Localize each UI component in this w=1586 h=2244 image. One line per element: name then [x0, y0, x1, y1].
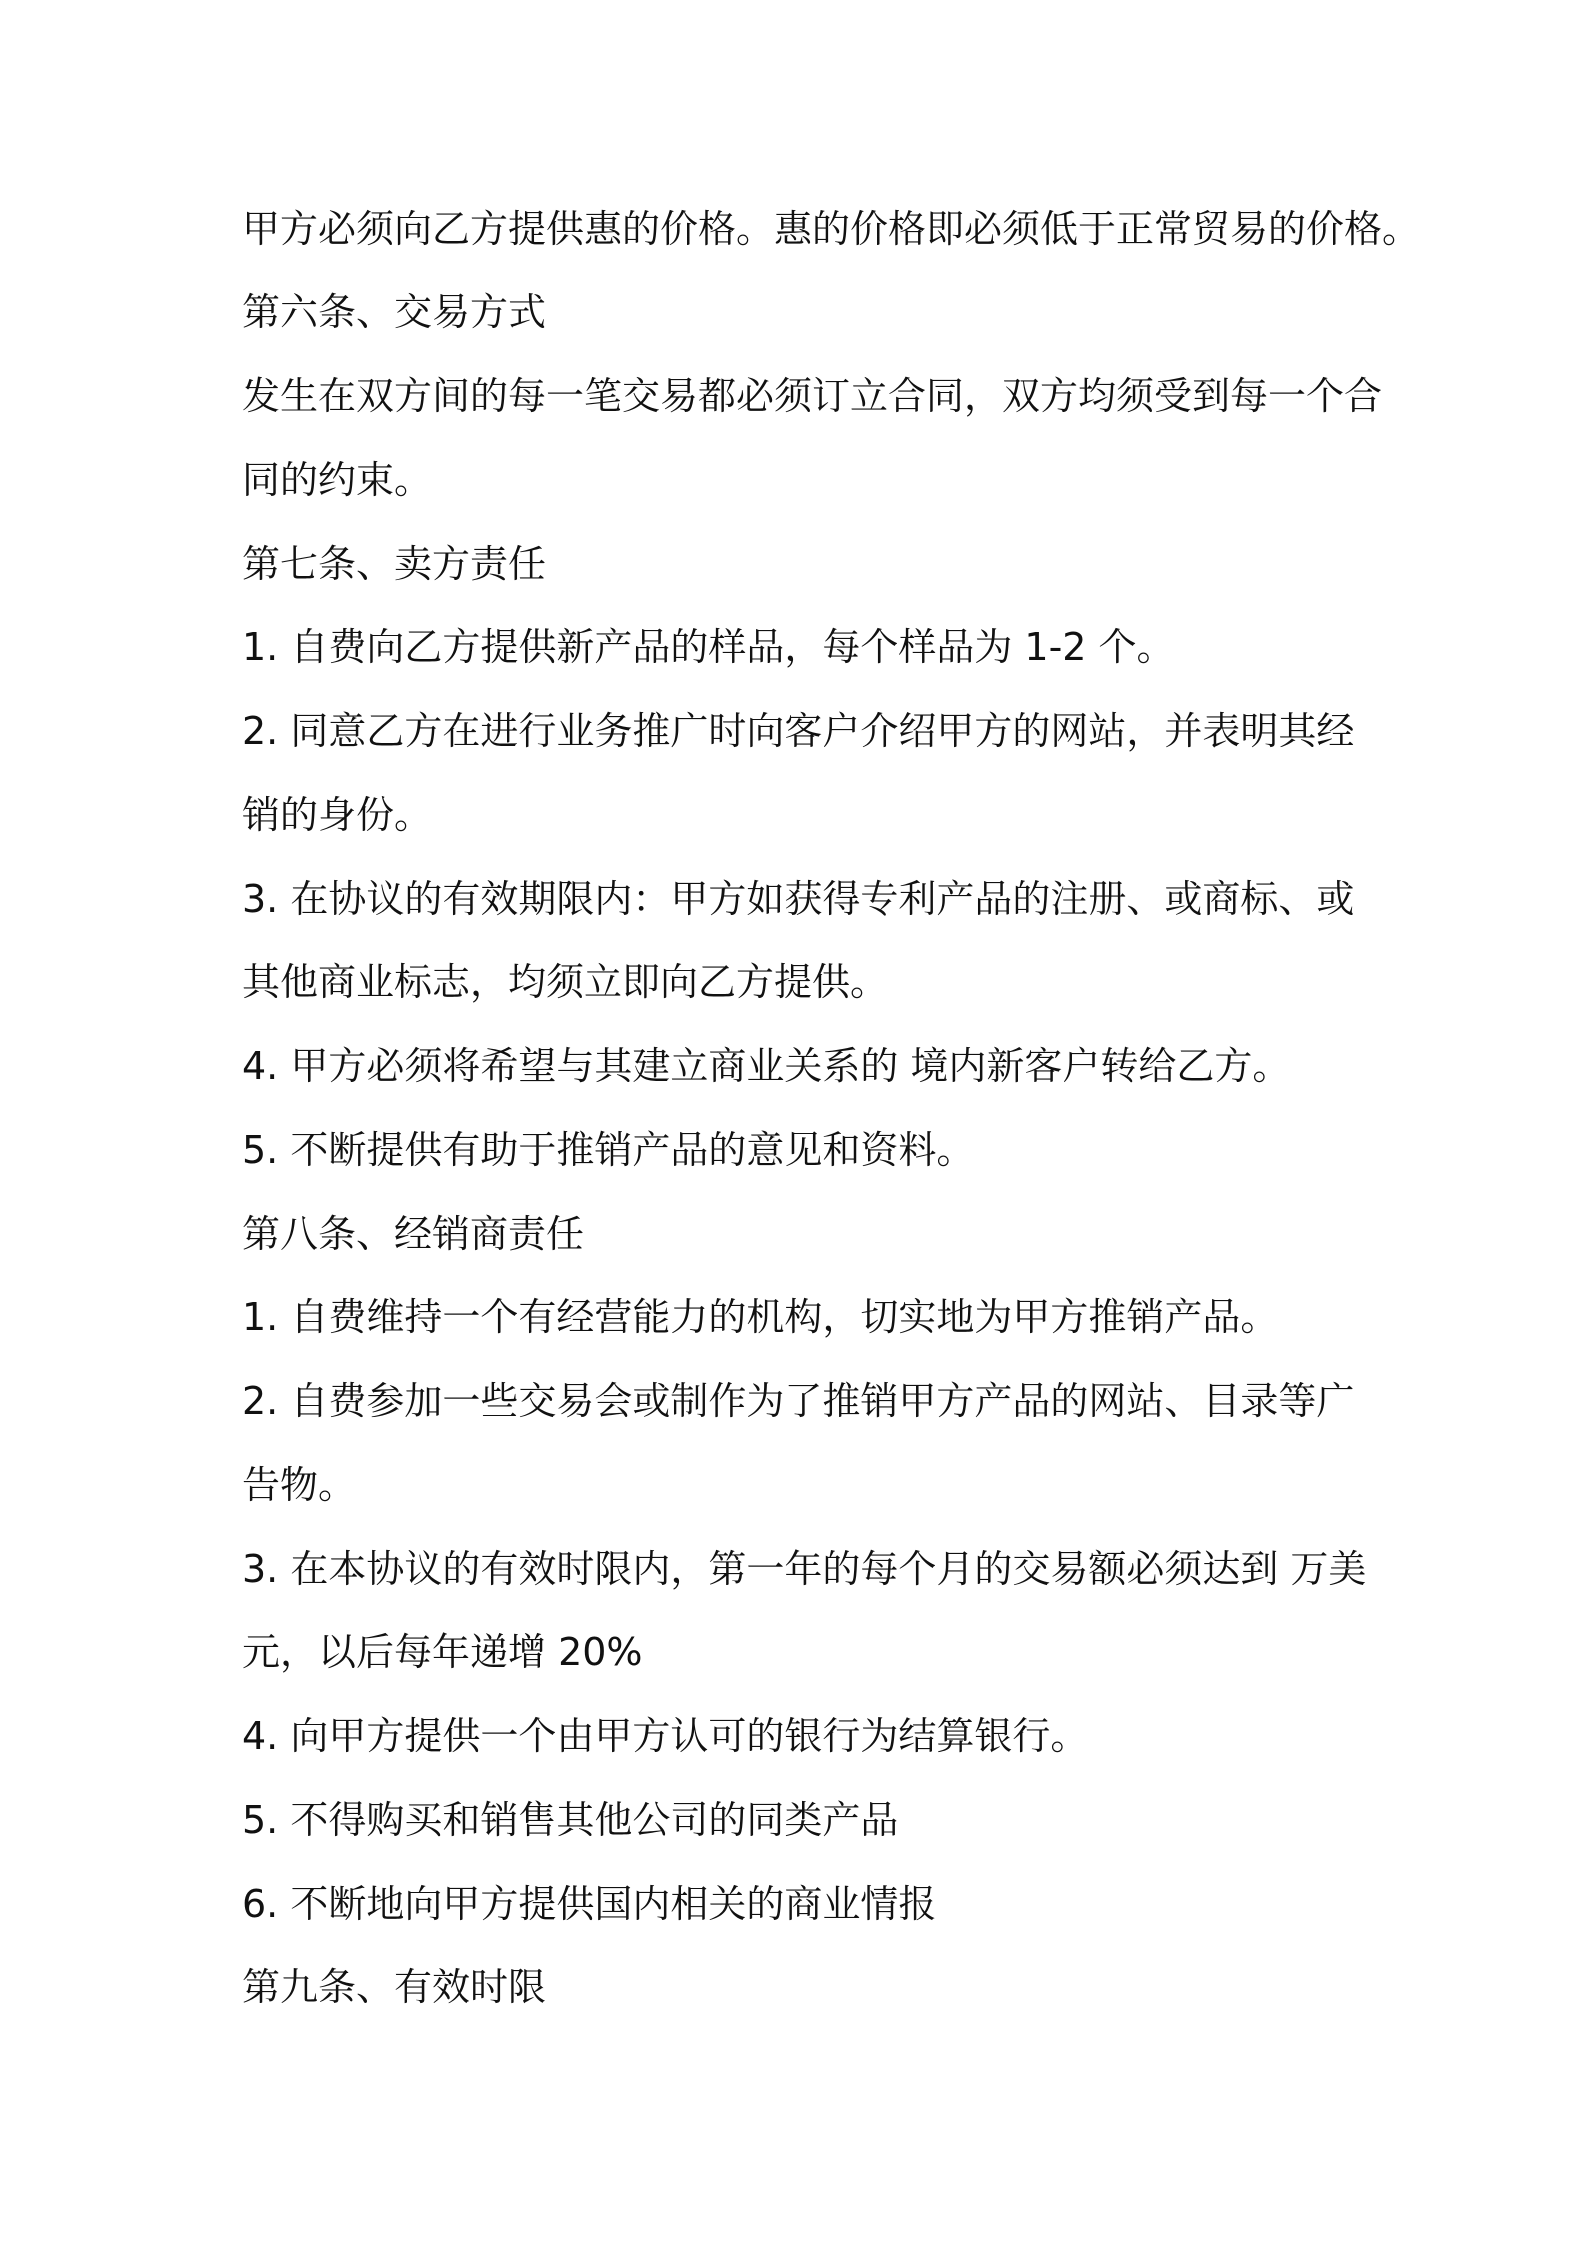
- list-item: 5. 不断提供有助于推销产品的意见和资料。: [242, 1128, 975, 1172]
- section-heading: 第七条、卖方责任: [242, 542, 547, 586]
- list-item: 4. 向甲方提供一个由甲方认可的银行为结算银行。: [242, 1714, 1089, 1758]
- text-line: 其他商业标志，均须立即向乙方提供。: [242, 960, 889, 1004]
- list-item: 1. 自费向乙方提供新产品的样品，每个样品为 1-2 个。: [242, 625, 1175, 669]
- list-item: 2. 自费参加一些交易会或制作为了推销甲方产品的网站、目录等广: [242, 1379, 1355, 1423]
- list-item: 4. 甲方必须将希望与其建立商业关系的 境内新客户转给乙方。: [242, 1044, 1291, 1088]
- list-item: 6. 不断地向甲方提供国内相关的商业情报: [242, 1882, 937, 1926]
- list-item: 2. 同意乙方在进行业务推广时向客户介绍甲方的网站，并表明其经: [242, 709, 1355, 753]
- text-line: 元，以后每年递增 20%: [242, 1630, 643, 1674]
- section-heading: 第九条、有效时限: [242, 1965, 547, 2009]
- section-heading: 第六条、交易方式: [242, 290, 547, 334]
- list-item: 3. 在协议的有效期限内：甲方如获得专利产品的注册、或商标、或: [242, 877, 1355, 921]
- list-item: 3. 在本协议的有效时限内，第一年的每个月的交易额必须达到 万美: [242, 1547, 1367, 1591]
- text-line: 甲方必须向乙方提供惠的价格。惠的价格即必须低于正常贸易的价格。: [242, 207, 1421, 251]
- list-item: 1. 自费维持一个有经营能力的机构，切实地为甲方推销产品。: [242, 1295, 1279, 1339]
- text-line: 发生在双方间的每一笔交易都必须订立合同，双方均须受到每一个合: [242, 374, 1383, 418]
- text-line: 销的身份。: [242, 793, 433, 837]
- text-line: 告物。: [242, 1463, 357, 1507]
- text-line: 同的约束。: [242, 458, 433, 502]
- section-heading: 第八条、经销商责任: [242, 1212, 585, 1256]
- list-item: 5. 不得购买和销售其他公司的同类产品: [242, 1798, 899, 1842]
